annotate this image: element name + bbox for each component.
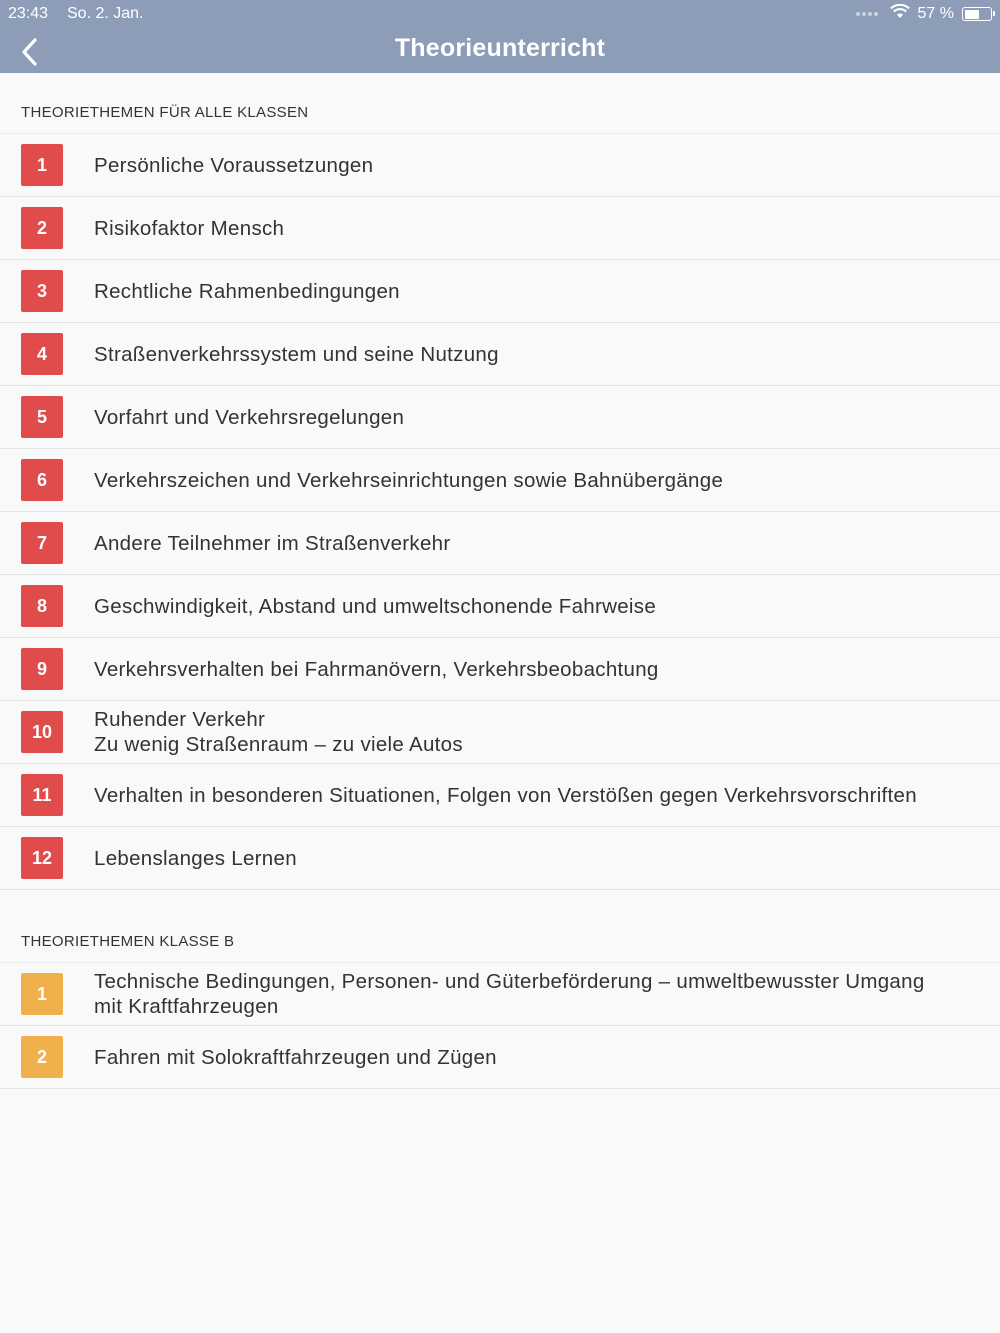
topic-title <box>94 342 529 367</box>
topic-title <box>94 707 493 757</box>
topic-row[interactable] <box>0 260 1000 323</box>
topic-title-line: Verhalten in besonderen Situationen, Folgen von Verstößen gegen Verkehrsvorschriften <box>94 783 917 807</box>
topic-title-line: Ruhender Verkehr <box>94 708 266 731</box>
topic-title <box>94 1045 527 1070</box>
topic-row[interactable] <box>0 134 1000 197</box>
topic-number-badge: 2 <box>21 207 63 249</box>
topic-title <box>94 783 947 808</box>
topic-row[interactable] <box>0 1026 1000 1089</box>
topic-number-badge: 3 <box>21 270 63 312</box>
topic-title-line: Straßenverkehrssystem und seine Nutzung <box>94 342 499 366</box>
section-header-all-classes: THEORIETHEMEN FÜR ALLE KLASSEN <box>21 104 309 121</box>
topic-row[interactable] <box>0 323 1000 386</box>
topic-row[interactable] <box>0 575 1000 638</box>
topic-title-line: Geschwindigkeit, Abstand und umweltschonende Fahrweise <box>94 594 657 618</box>
topic-row[interactable] <box>0 701 1000 764</box>
cellular-signal-icon <box>856 12 878 16</box>
topic-title-line: Technische Bedingungen, Personen- und Güterbeförderung – umweltbewusster Umgang <box>94 970 925 993</box>
topics-list-all-classes <box>0 133 1000 890</box>
topic-title-line: Lebenslanges Lernen <box>94 846 297 870</box>
navigation-header <box>0 0 1000 73</box>
topic-title <box>94 153 403 178</box>
topic-title-line: Verkehrsverhalten bei Fahrmanövern, Verkehrsbeobachtung <box>94 657 659 681</box>
topic-number-badge: 9 <box>21 648 63 690</box>
battery-percent: 57 % <box>917 5 954 22</box>
topic-row[interactable] <box>0 386 1000 449</box>
topic-title-line: Andere Teilnehmer im Straßenverkehr <box>94 531 451 555</box>
topic-title-line: Rechtliche Rahmenbedingungen <box>94 279 400 303</box>
topic-title <box>94 405 434 430</box>
topic-number-badge: 11 <box>21 774 63 816</box>
topic-number-badge: 1 <box>21 144 63 186</box>
topic-row[interactable] <box>0 963 1000 1026</box>
section-header-class-b: THEORIETHEMEN KLASSE B <box>21 933 235 950</box>
topic-number-badge: 12 <box>21 837 63 879</box>
topic-number-badge: 4 <box>21 333 63 375</box>
topic-title <box>94 279 430 304</box>
topic-title <box>94 468 753 493</box>
topics-list-class-b <box>0 962 1000 1089</box>
topic-row[interactable] <box>0 638 1000 701</box>
topic-title <box>94 594 686 619</box>
topic-row[interactable] <box>0 449 1000 512</box>
status-time: 23:43 <box>8 5 49 22</box>
topic-title <box>94 216 314 241</box>
topic-title-line: Persönliche Voraussetzungen <box>94 153 374 177</box>
topic-title-line: Verkehrszeichen und Verkehrseinrichtungen sowie Bahnübergänge <box>94 468 724 492</box>
topic-title-line: Fahren mit Solokraftfahrzeugen und Zügen <box>94 1045 497 1069</box>
topic-number-badge: 10 <box>21 711 63 753</box>
topic-number-badge: 2 <box>21 1036 63 1078</box>
topic-title-line: Vorfahrt und Verkehrsregelungen <box>94 405 405 429</box>
topic-title <box>94 969 955 1019</box>
topic-number-badge: 8 <box>21 585 63 627</box>
topic-number-badge: 1 <box>21 973 63 1015</box>
topic-title <box>94 531 481 556</box>
topic-title-line: Risikofaktor Mensch <box>94 216 285 240</box>
topic-title <box>94 657 689 682</box>
topic-title-line: mit Kraftfahrzeugen <box>94 995 279 1018</box>
topic-row[interactable] <box>0 512 1000 575</box>
topic-row[interactable] <box>0 197 1000 260</box>
topic-number-badge: 5 <box>21 396 63 438</box>
topic-title-line: Zu wenig Straßenraum – zu viele Autos <box>94 733 463 756</box>
topic-row[interactable] <box>0 764 1000 827</box>
status-date: So. 2. Jan. <box>67 5 144 22</box>
topic-number-badge: 7 <box>21 522 63 564</box>
status-indicators <box>856 5 992 23</box>
topic-title <box>94 846 327 871</box>
page-title: Theorieunterricht <box>394 34 606 62</box>
topic-number-badge: 6 <box>21 459 63 501</box>
topic-row[interactable] <box>0 827 1000 890</box>
wifi-icon <box>890 4 910 24</box>
battery-icon <box>962 7 992 21</box>
